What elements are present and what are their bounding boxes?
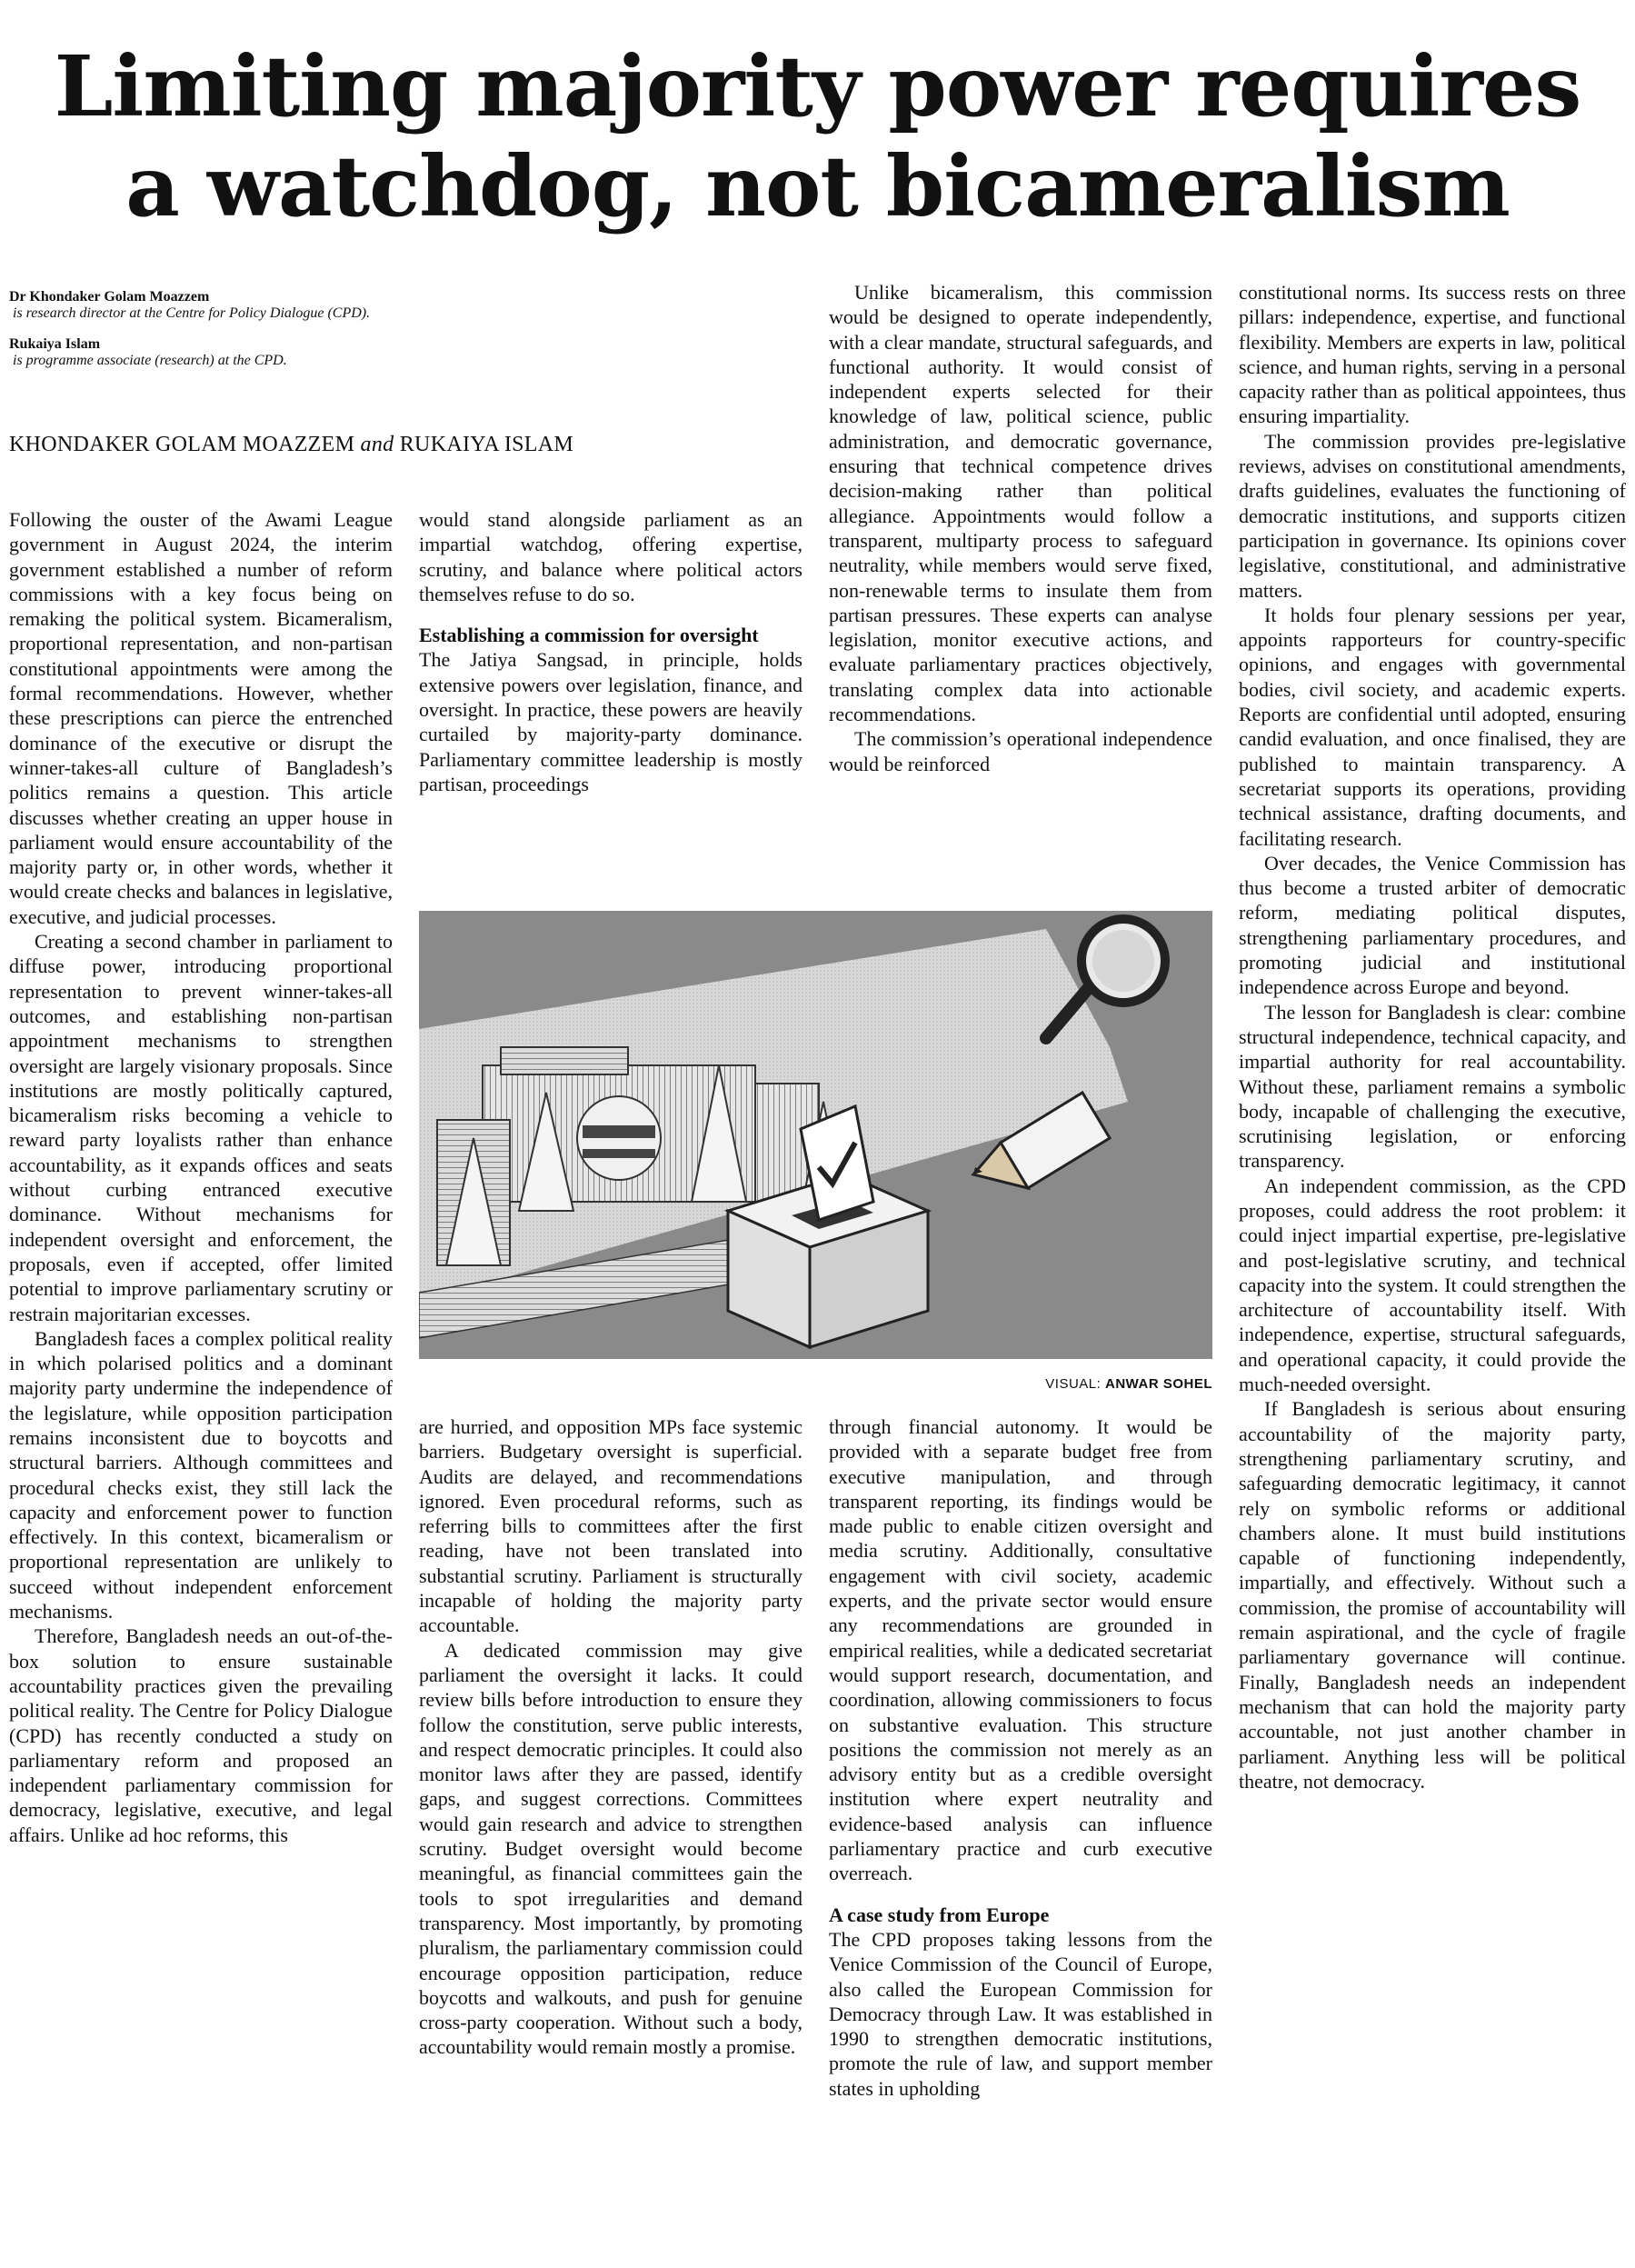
image-credit-artist: ANWAR SOHEL [1105, 1376, 1212, 1392]
paragraph: Therefore, Bangladesh needs an out-of-the-box solution to ensure sustainable accountability practices given the prevailing political reality. The Centre for Policy Dialogue (CPD) has recently conducted a study on parliamentary reform and proposed an independent parliamentary commission for democracy, legislative, executive, and legal affairs. Unlike ad hoc reforms, this [9, 1624, 393, 1846]
paragraph: Following the ouster of the Awami League government in August 2024, the interim government established a number of reform commissions with a key focus being on remaking the political system. Bicameralism, proportional representation, and non-partisan constitutional appointments were among the formal recommendations. However, whether these prescriptions can pierce the entrenched dominance of the executive or disrupt the winner-takes-all culture of Bangladesh’s politics remains a question. This article discusses whether creating an upper house in parliament would ensure accountability of the majority party or, in other words, whether it would create checks and balances in legislative, executive, and judicial processes. [9, 508, 393, 928]
subheading-case-study: A case study from Europe [829, 1903, 1050, 1926]
paragraph: Over decades, the Venice Commission has thus become a trusted arbiter of democratic reform, mediating political disputes, strengthening parliamentary procedures, and promoting judicial and institutional independence across Europe and beyond. [1239, 851, 1626, 999]
paragraph: The commission provides pre-legislative reviews, advises on constitutional amendments, drafts guidelines, evaluates the functioning of democratic institutions, and supports citizen participation in governance. Its opinions cover legislative, constitutional, and administrative matters. [1239, 429, 1626, 602]
image-credit [419, 1376, 1212, 1392]
headline-line-2: a watchdog, not bicameralism [125, 137, 1510, 235]
paragraph: The lesson for Bangladesh is clear: combine structural independence, technical capacity, and impartial authority for real accountability. Without these, parliament remains a symbolic body, incapable of challenging the executive, scrutinising legislation, or enforcing transparency. [1239, 1000, 1626, 1173]
paragraph: It holds four plenary sessions per year, appoints rapporteurs for country-specific opinions, and engages with governmental bodies, civil society, and academic experts. Reports are confidential until adopted, ensuring candid evaluation, and once finalised, they are published to maintain transparency. A secretariat supports its operations, providing technical assistance, drafting documents, and facilitating research. [1239, 603, 1626, 850]
paragraph: Creating a second chamber in parliament to diffuse power, introducing proportional representation to prevent winner-takes-all outcomes, and establishing non-partisan appointment mechanisms to strengthen oversight are largely visionary proposals. Since institutions are mostly politically captured, bicameralism risks becoming a vehicle to reward party loyalists rather than enhance accountability, as it expands offices and seats without curbing entranced executive dominance. Without mechanisms for independent oversight and enforcement, the proposals, even if accepted, offer limited potential to improve parliamentary scrutiny or restrain majoritarian excesses. [9, 930, 393, 1325]
paragraph: The commission’s operational independence would be reinforced [829, 727, 1212, 775]
byline-author-1: KHONDAKER GOLAM MOAZZEM [9, 433, 355, 456]
author-bio-name-2: Rukaiya Islam [9, 336, 101, 352]
headline-line-1: Limiting majority power requires [54, 37, 1581, 135]
byline-author-2: RUKAIYA ISLAM [399, 433, 573, 456]
paragraph: constitutional norms. Its success rests on three pillars: independence, expertise, and functional flexibility. Members are experts in law, political science, and human rights, serving in a personal capacity rather than as political appointees, thus ensuring impartiality. [1239, 281, 1626, 428]
article-column-2-bottom [419, 1414, 803, 2262]
illustration [419, 911, 1212, 1359]
subheading-establishing-commission: Establishing a commission for oversight [419, 624, 759, 647]
paragraph: A dedicated commission may give parliament the oversight it lacks. It could review bills before introduction to ensure they follow the constitution, serve public interests, and respect democratic principles. It could also monitor laws after they are passed, identify gaps, and suggest corrections. Committees would gain research and advice to strengthen scrutiny. Budget oversight would become meaningful, as financial committees gain the tools to spot irregularities and demand transparency. Most importantly, by promoting pluralism, the parliamentary commission could encourage opposition participation, reduce boycotts and walkouts, and push for genuine cross-party cooperation. Without such a body, accountability would remain mostly a promise. [419, 1638, 803, 2059]
paragraph: An independent commission, as the CPD proposes, could address the root problem: it could inject impartial expertise, pre-legislative and post-legislative scrutiny, and technical capacity into the system. It could strengthen the architecture of accountability itself. With independence, expertise, structural safeguards, and operational capacity, it could provide the much-needed oversight. [1239, 1174, 1626, 1396]
paragraph: Bangladesh faces a complex political reality in which polarised politics and a dominant majority party undermine the independence of the legislature, while opposition participation remains inconsistent due to boycotts and structural barriers. Although committees and procedural checks exist, they still lack the capacity and enforcement power to function effectively. In this context, bicameralism or proportional representation are unlikely to succeed without independent enforcement mechanisms. [9, 1326, 393, 1624]
article-column-1 [9, 507, 393, 2262]
author-bio-desc-1: is research director at the Centre for Policy Dialogue (CPD). [13, 305, 371, 321]
author-bios [9, 289, 518, 369]
illustration-ballot-magnifier [419, 911, 1212, 1359]
paragraph: would stand alongside parliament as an impartial watchdog, offering expertise, scrutiny, and balance where political actors themselves refuse to do so. [419, 508, 803, 605]
article-column-3-top [829, 280, 1212, 891]
byline-conjunction: and [360, 433, 394, 456]
paragraph: The Jatiya Sangsad, in principle, holds extensive powers over legislation, finance, and oversight. In practice, these powers are heavily curtailed by majority-party dominance. Parliamentary committee leadership is mostly partisan, proceedings [419, 648, 803, 795]
article-column-3-bottom [829, 1414, 1212, 2262]
author-bio-desc-2: is programme associate (research) at the CPD. [13, 353, 287, 368]
byline [9, 433, 827, 457]
author-bio-name-1: Dr Khondaker Golam Moazzem [9, 289, 210, 305]
paragraph: through financial autonomy. It would be provided with a separate budget free from executive manipulation, and through transparent reporting, its findings would be made public to enable citizen oversight and media scrutiny. Additionally, consultative engagement with civil society, academic experts, and the private sector would ensure any recommendations are grounded in empirical realities, while a dedicated secretariat would support research, documentation, and coordination, allowing commissioners to focus on substantive evaluation. This structure positions the commission not merely as an advisory entity but as a credible oversight institution where expert neutrality and evidence-based analysis can influence parliamentary practice and curb executive overreach. [829, 1415, 1212, 1885]
article-column-2-top [419, 507, 803, 889]
paragraph: If Bangladesh is serious about ensuring accountability of the majority party, strengthening parliamentary scrutiny, and safeguarding democratic legitimacy, it cannot rely on symbolic reforms or additional chambers alone. It must build institutions capable of functioning independently, impartially, and effectively. Without such a commission, the promise of accountability will remain aspirational, and the cycle of fragile parliamentary governance will continue. Finally, Bangladesh needs an independent mechanism that can hold the majority party accountable, not just another chamber in parliament. Anything less will be political theatre, not democracy. [1239, 1397, 1626, 1793]
headline [0, 36, 1635, 236]
paragraph: The CPD proposes taking lessons from the Venice Commission of the Council of Europe, also called the European Commission for Democracy through Law. It was established in 1990 to strengthen democratic institutions, promote the rule of law, and support member states in upholding [829, 1927, 1212, 2100]
article-column-4 [1239, 280, 1626, 2262]
paragraph: Unlike bicameralism, this commission would be designed to operate independently, with a clear mandate, structural safeguards, and functional authority. It would consist of independent experts selected for their knowledge of law, political science, public administration, and democratic governance, ensuring that technical competence drives decision-making rather than political allegiance. Appointments would follow a transparent, multiparty process to safeguard neutrality, while members would serve fixed, non-renewable terms to insulate them from partisan pressures. These experts can analyse legislation, monitor executive actions, and evaluate parliamentary practices objectively, translating complex data into actionable recommendations. [829, 281, 1212, 726]
paragraph: are hurried, and opposition MPs face systemic barriers. Budgetary oversight is superficial. Audits are delayed, and recommendations ignored. Even procedural reforms, such as referring bills to committees after the first reading, have not been translated into substantial scrutiny. Parliament is structurally incapable of holding the majority party accountable. [419, 1415, 803, 1637]
image-credit-label: VISUAL: [1045, 1376, 1102, 1392]
